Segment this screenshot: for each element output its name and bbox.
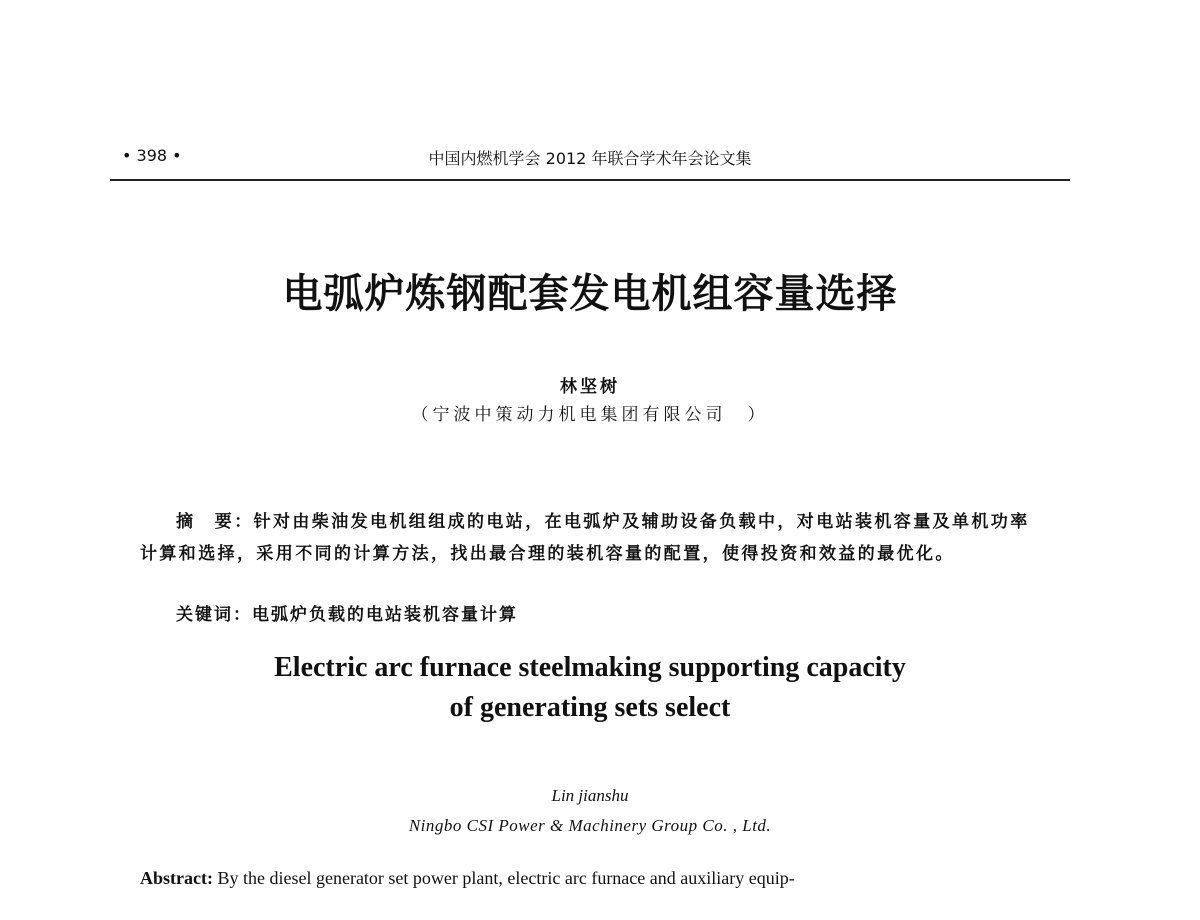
keywords-label: 关键词： — [176, 605, 252, 625]
title-line-2: of generating sets select — [449, 692, 731, 723]
author-en: Lin jianshu — [551, 786, 629, 805]
affiliation-cn: （宁波中策动力机电集团有限公司 ） — [411, 405, 769, 425]
abstract-en — [140, 868, 795, 889]
page-number: • 398 • — [122, 146, 182, 165]
paper-title-en — [0, 648, 1180, 728]
author-cn: 林坚树 — [560, 377, 620, 397]
running-header: 中国内燃机学会 2012 年联合学术年会论文集 — [428, 149, 752, 168]
abstract-en-text: By the diesel generator set power plant, electric arc furnace and auxiliary equip- — [212, 868, 795, 888]
header-rule — [110, 179, 1070, 181]
paper-title-cn: 电弧炉炼钢配套发电机组容量选择 — [282, 270, 898, 317]
keywords-cn — [176, 600, 518, 625]
affiliation-en: Ningbo CSI Power & Machinery Group Co. , Ltd. — [408, 816, 772, 835]
abstract-text: 针对由柴油发电机组组成的电站，在电弧炉及辅助设备负载中，对电站装机容量及单机功率计算和选择，采用不同的计算方法，找出最合理的装机容量的配置，使得投资和效益的最优化。 — [140, 512, 1030, 564]
abstract-label: 摘 要： — [176, 512, 254, 532]
title-line-1: Electric arc furnace steelmaking supporting capacity — [274, 652, 906, 683]
abstract-cn — [140, 506, 1040, 570]
keywords-text: 电弧炉负载的电站装机容量计算 — [252, 605, 518, 625]
abstract-en-label: Abstract: — [140, 868, 213, 888]
